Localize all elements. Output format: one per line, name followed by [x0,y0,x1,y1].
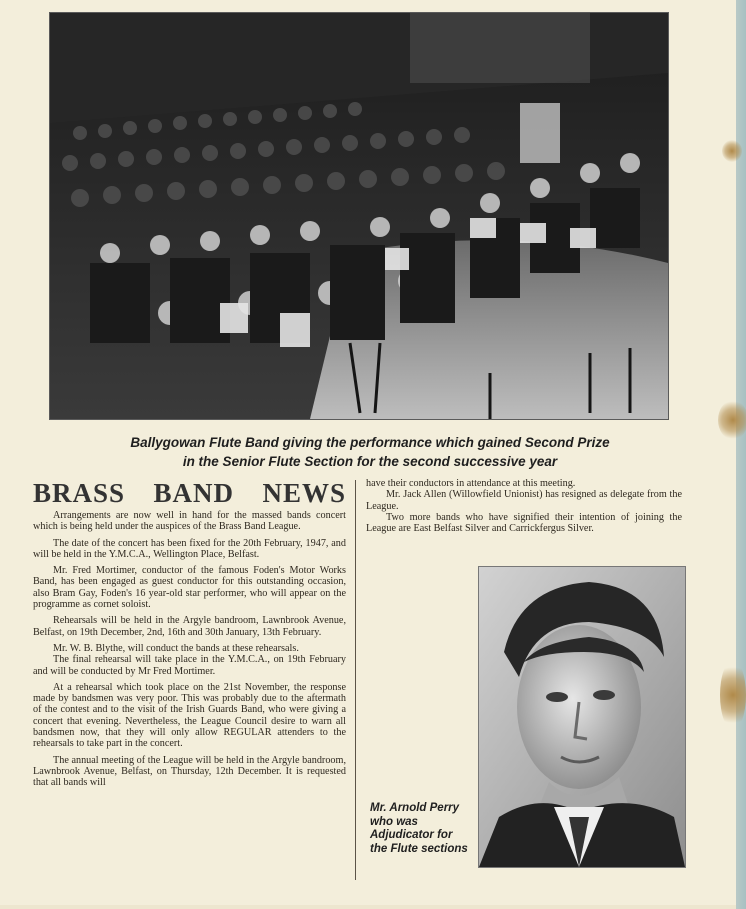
paper-stain [722,140,742,162]
article-paragraph: Mr. W. B. Blythe, will conduct the bands at these rehearsals. [53,642,299,654]
article-paragraph: At a rehearsal which took place on the 21st November, the response made by bandsmen was very poor. This was probably due to the aftermath of the contest and to the visit of the Irish Guards Band, who were giving a concert that evening. Nevertheless, the League Council desire to warn all bandsmen now, that they will only allow REGULAR attenders to the rehearsals to take part in the concert. [33,681,346,750]
headline-word: NEWS [262,478,346,508]
portrait-caption-line: who was [370,815,418,828]
article-headline [33,478,346,508]
article-paragraph: Two more bands who have signified their intention of joining the League are East Belfast Silver and Carrickfergus Silver. [366,511,682,535]
article-paragraph: Rehearsals will be held in the Argyle bandroom, Lawnbrook Avenue, Belfast, on 19th December, 2nd, 16th and 30th January, 13th February. [33,615,346,638]
column-divider [355,480,356,880]
article-left-column [33,478,346,794]
article-paragraph: Mr. Jack Allen (Willowfield Unionist) has resigned as delegate from the League. [366,489,682,512]
article-paragraph: have their conductors in attendance at this meeting. [366,478,576,489]
paper-stain [720,660,746,730]
article-paragraph: The annual meeting of the League will be held in the Argyle bandroom, Lawnbrook Avenue, Belfast, on Thursday, 12th December. It is requested that all bands will [33,754,346,789]
band-performance-photo-art [50,13,668,419]
portrait-caption-line: the Flute sections [370,842,468,855]
article-paragraph: Arrangements are now well in hand for the massed bands concert which is being held under the auspices of the Brass Band League. [33,510,346,533]
photo-caption-line: in the Senior Flute Section for the second successive year [182,454,558,469]
photo-caption [70,433,670,471]
article-paragraph: Mr. Fred Mortimer, conductor of the famous Foden's Motor Works Band, has been engaged as guest conductor for this outstanding occasion, also Bram Gay, Foden's 16 year-old star performer, who will appear on the programme as cornet soloist. [33,565,346,611]
article-paragraph: The final rehearsal will take place in the Y.M.C.A., on 19th February and will be conducted by Mr Fred Mortimer. [33,654,346,677]
portrait-caption [370,802,480,856]
article-paragraph: The date of the concert has been fixed for the 20th February, 1947, and will be held in the Y.M.C.A., Wellington Place, Belfast. [33,537,346,560]
portrait-caption-line: Adjudicator for [370,829,453,841]
portrait-photo-art [479,567,685,867]
photo-caption-line: Ballygowan Flute Band giving the performance which gained Second Prize [130,435,610,450]
portrait-caption-line: Mr. Arnold Perry [370,802,460,814]
paper-stain [718,400,746,440]
page-edge [736,0,746,909]
band-performance-photo [49,12,669,420]
article-right-column [366,478,682,539]
portrait-photo [478,566,686,868]
headline-word: BRASS [33,478,126,508]
headline-word: BAND [153,478,235,508]
